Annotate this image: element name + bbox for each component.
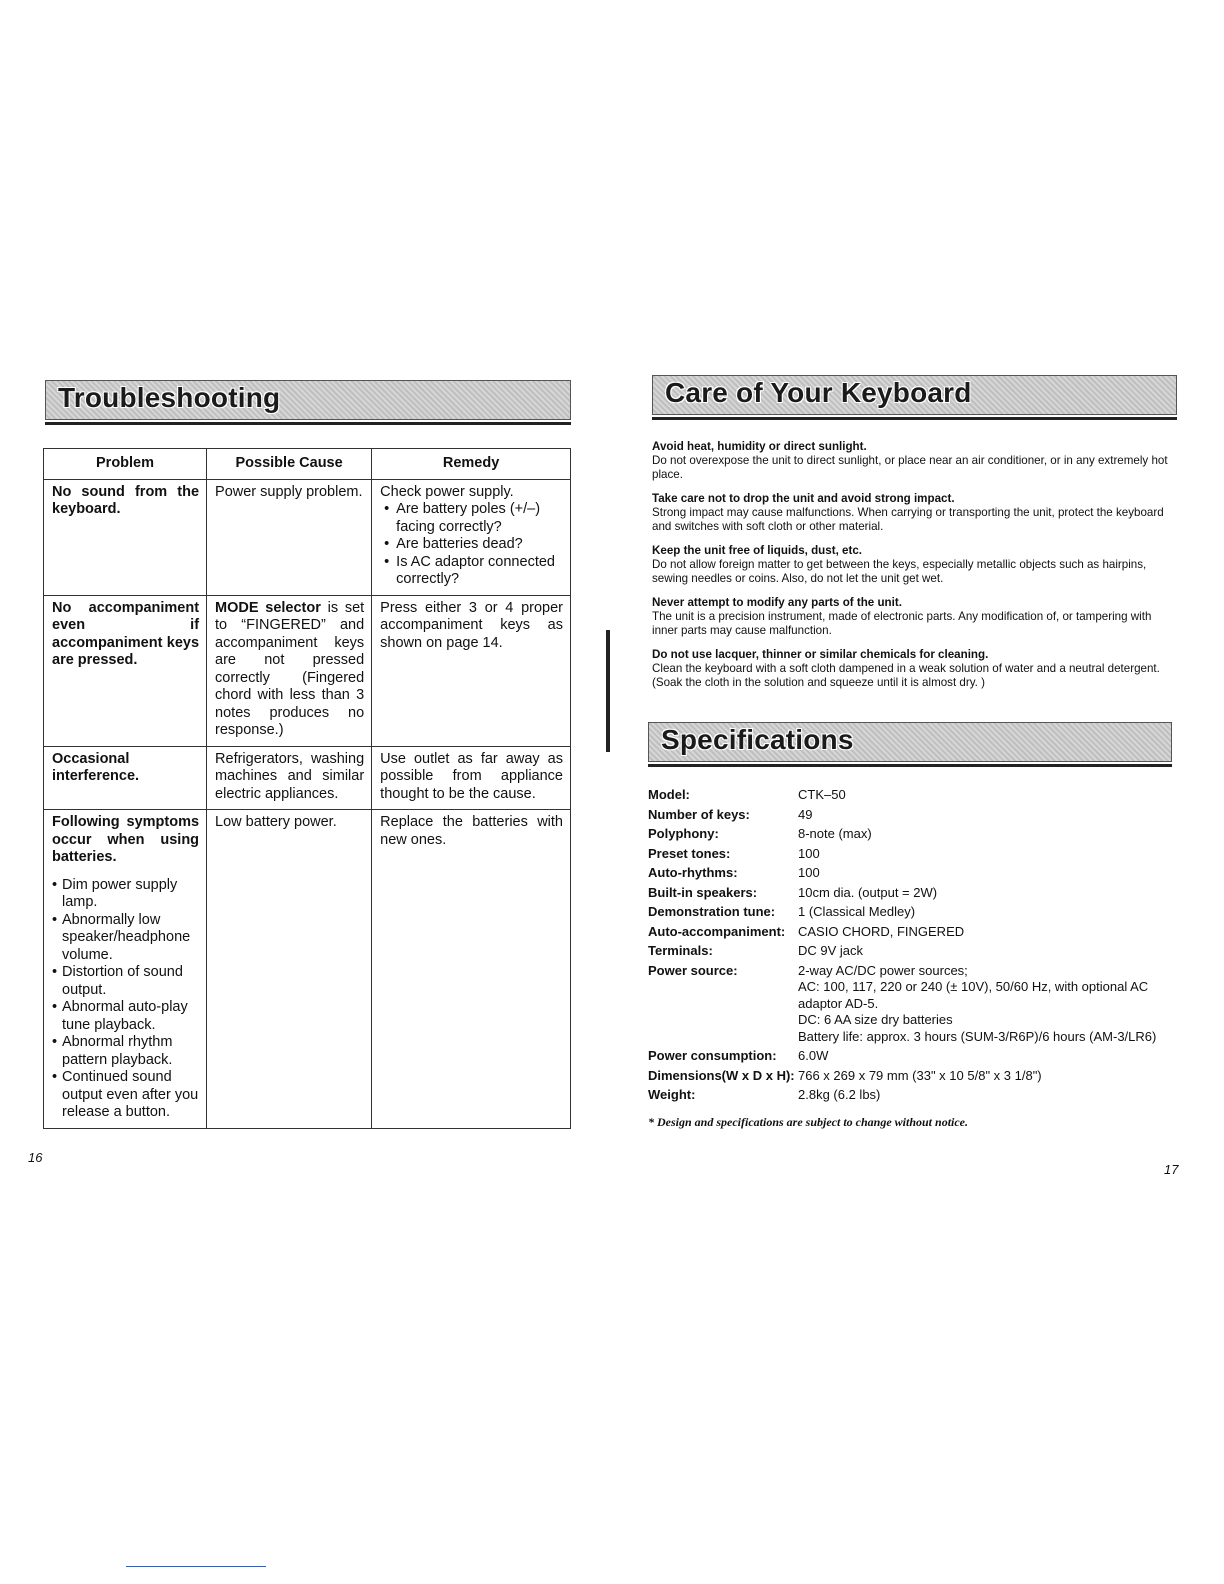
spec-value: 1 (Classical Medley) xyxy=(798,904,916,919)
problem-cell xyxy=(44,810,207,1129)
problem-cell: No accompaniment even if accompaniment keys are pressed. xyxy=(44,595,207,746)
spec-row xyxy=(648,787,1188,804)
spec-value: CASIO CHORD, FINGERED xyxy=(798,923,965,939)
care-item xyxy=(652,440,1178,482)
cause-bold: MODE selector xyxy=(215,599,321,616)
cause-text: is set to “FINGERED” and accompaniment keys are not pressed correctly (Fingered chord with less than 3 notes produces no response.) xyxy=(215,599,365,738)
spec-row xyxy=(648,1087,1188,1104)
spec-label: Dimensions(W x D x H): xyxy=(648,1067,795,1083)
list-item: • Abnormally low speaker/headphone volume. xyxy=(52,912,199,965)
care-item xyxy=(652,544,1178,586)
table-row xyxy=(44,479,571,595)
list-item: • Distortion of sound output. xyxy=(52,964,199,999)
spec-row xyxy=(648,1068,1188,1085)
spec-value: DC 9V jack xyxy=(798,943,864,958)
spec-label: Auto-accompaniment: xyxy=(648,923,786,939)
spec-value: 100 xyxy=(798,845,820,861)
care-banner xyxy=(652,375,1177,415)
spec-value: 2.8kg (6.2 lbs) xyxy=(798,1087,881,1102)
care-body: Clean the keyboard with a soft cloth dampened in a weak solution of water and a neutral detergent. (Soak the cloth in the solution and squeeze until it is almost dry. ) xyxy=(652,662,1160,689)
spec-label: Model: xyxy=(648,787,690,802)
specifications-title: Specifications xyxy=(661,724,854,755)
spec-row xyxy=(648,846,1188,863)
cause-cell xyxy=(207,595,372,746)
spec-value: 10cm dia. (output = 2W) xyxy=(798,884,938,900)
spec-label: Terminals: xyxy=(648,943,713,958)
spec-value: CTK–50 xyxy=(798,787,846,802)
troubleshooting-banner xyxy=(45,380,571,420)
spec-value: Battery life: approx. 3 hours (SUM-3/R6P)/6 hours (AM-3/LR6) xyxy=(798,1028,1157,1044)
spec-row xyxy=(648,963,1188,980)
care-body: The unit is a precision instrument, made of electronic parts. Any modification of, or tampering with inner parts may cause malfunction. xyxy=(652,610,1152,637)
header-problem: Problem xyxy=(44,449,207,480)
spec-row xyxy=(648,1048,1188,1065)
specifications-list xyxy=(648,787,1188,1107)
care-heading: Take care not to drop the unit and avoid strong impact. xyxy=(652,492,955,505)
spec-label xyxy=(648,1029,798,1046)
care-title: Care of Your Keyboard xyxy=(665,377,972,408)
care-item xyxy=(652,596,1178,638)
specifications-note: * Design and specifications are subject to change without notice. xyxy=(648,1115,969,1129)
list-item: • Are batteries dead? xyxy=(380,536,563,554)
remedy-list xyxy=(380,501,563,589)
remedy-cell: Use outlet as far away as possible from appliance thought to be the cause. xyxy=(372,746,571,810)
header-remedy: Remedy xyxy=(372,449,571,480)
care-heading: Keep the unit free of liquids, dust, etc. xyxy=(652,544,862,557)
remedy-cell: Press either 3 or 4 proper accompaniment keys as shown on page 14. xyxy=(372,595,571,746)
care-heading: Avoid heat, humidity or direct sunlight. xyxy=(652,440,867,453)
spec-row xyxy=(648,904,1188,921)
problem-cell: No sound from the keyboard. xyxy=(44,479,207,595)
spec-label: Power consumption: xyxy=(648,1048,777,1063)
spec-value: 100 xyxy=(798,865,820,880)
list-item: • Abnormal auto-play tune playback. xyxy=(52,999,199,1034)
care-body: Do not allow foreign matter to get between the keys, especially metallic objects such as hairpins, sewing needles or coins. Also, do not let the unit get wet. xyxy=(652,558,1147,585)
spec-value: AC: 100, 117, 220 or 240 (± 10V), 50/60 Hz, with optional AC adaptor AD-5. xyxy=(798,979,1149,1011)
spec-row xyxy=(648,1012,1188,1029)
care-section xyxy=(652,440,1178,700)
spec-label: Preset tones: xyxy=(648,845,731,861)
page-number-left: 16 xyxy=(28,1150,43,1165)
header-cause: Possible Cause xyxy=(207,449,372,480)
list-item: • Abnormal rhythm pattern playback. xyxy=(52,1034,199,1069)
spec-row xyxy=(648,807,1188,824)
spec-label xyxy=(648,1012,798,1029)
table-header-row xyxy=(44,449,571,480)
list-item: • Is AC adaptor connected correctly? xyxy=(380,554,563,589)
page-number-right: 17 xyxy=(1164,1162,1179,1177)
bottom-rule xyxy=(126,1566,266,1567)
remedy-cell xyxy=(372,479,571,595)
care-item xyxy=(652,492,1178,534)
cause-cell: Low battery power. xyxy=(207,810,372,1129)
care-heading: Do not use lacquer, thinner or similar chemicals for cleaning. xyxy=(652,648,989,661)
spec-row xyxy=(648,924,1188,941)
troubleshooting-table xyxy=(43,448,571,1129)
spec-row xyxy=(648,1029,1188,1046)
spec-label: Weight: xyxy=(648,1087,696,1102)
remedy-intro: Check power supply. xyxy=(380,483,514,500)
care-body: Do not overexpose the unit to direct sunlight, or place near an air conditioner, or in any extremely hot place. xyxy=(652,454,1168,481)
spec-label: Power source: xyxy=(648,962,738,978)
table-row xyxy=(44,595,571,746)
list-item: • Continued sound output even after you release a button. xyxy=(52,1069,199,1122)
remedy-cell: Replace the batteries with new ones. xyxy=(372,810,571,1129)
care-body: Strong impact may cause malfunctions. When carrying or transporting the unit, protect the keyboard and switches with soft cloth or other material. xyxy=(652,506,1164,533)
gutter-mark xyxy=(606,630,610,752)
spec-value: DC: 6 AA size dry batteries xyxy=(798,1012,953,1027)
spec-row xyxy=(648,865,1188,882)
problem-cell: Occasional interference. xyxy=(44,746,207,810)
spec-label xyxy=(648,979,798,1012)
spec-label: Demonstration tune: xyxy=(648,904,776,919)
symptom-list xyxy=(52,877,199,1122)
specifications-banner xyxy=(648,722,1172,762)
spec-label: Built-in speakers: xyxy=(648,884,758,900)
cause-cell: Refrigerators, washing machines and similar electric appliances. xyxy=(207,746,372,810)
spec-row xyxy=(648,826,1188,843)
table-row xyxy=(44,810,571,1129)
spec-value: 6.0W xyxy=(798,1048,829,1063)
spec-value: 49 xyxy=(798,806,813,822)
table-row xyxy=(44,746,571,810)
spec-value: 766 x 269 x 79 mm (33" x 10 5/8" x 3 1/8") xyxy=(798,1067,1042,1083)
list-item: • Are battery poles (+/–) facing correctly? xyxy=(380,501,563,536)
problem-heading: Following symptoms occur when using batteries. xyxy=(52,814,200,865)
spec-row xyxy=(648,885,1188,902)
care-item xyxy=(652,648,1178,690)
spec-label: Polyphony: xyxy=(648,826,719,841)
troubleshooting-title: Troubleshooting xyxy=(58,382,281,413)
care-heading: Never attempt to modify any parts of the unit. xyxy=(652,596,902,609)
cause-cell: Power supply problem. xyxy=(207,479,372,595)
spec-row xyxy=(648,943,1188,960)
spec-label: Auto-rhythms: xyxy=(648,865,738,880)
spec-value: 2-way AC/DC power sources; xyxy=(798,962,968,978)
list-item: • Dim power supply lamp. xyxy=(52,877,199,912)
spec-label: Number of keys: xyxy=(648,806,750,822)
spec-value: 8-note (max) xyxy=(798,826,872,841)
spec-row xyxy=(648,979,1188,1012)
